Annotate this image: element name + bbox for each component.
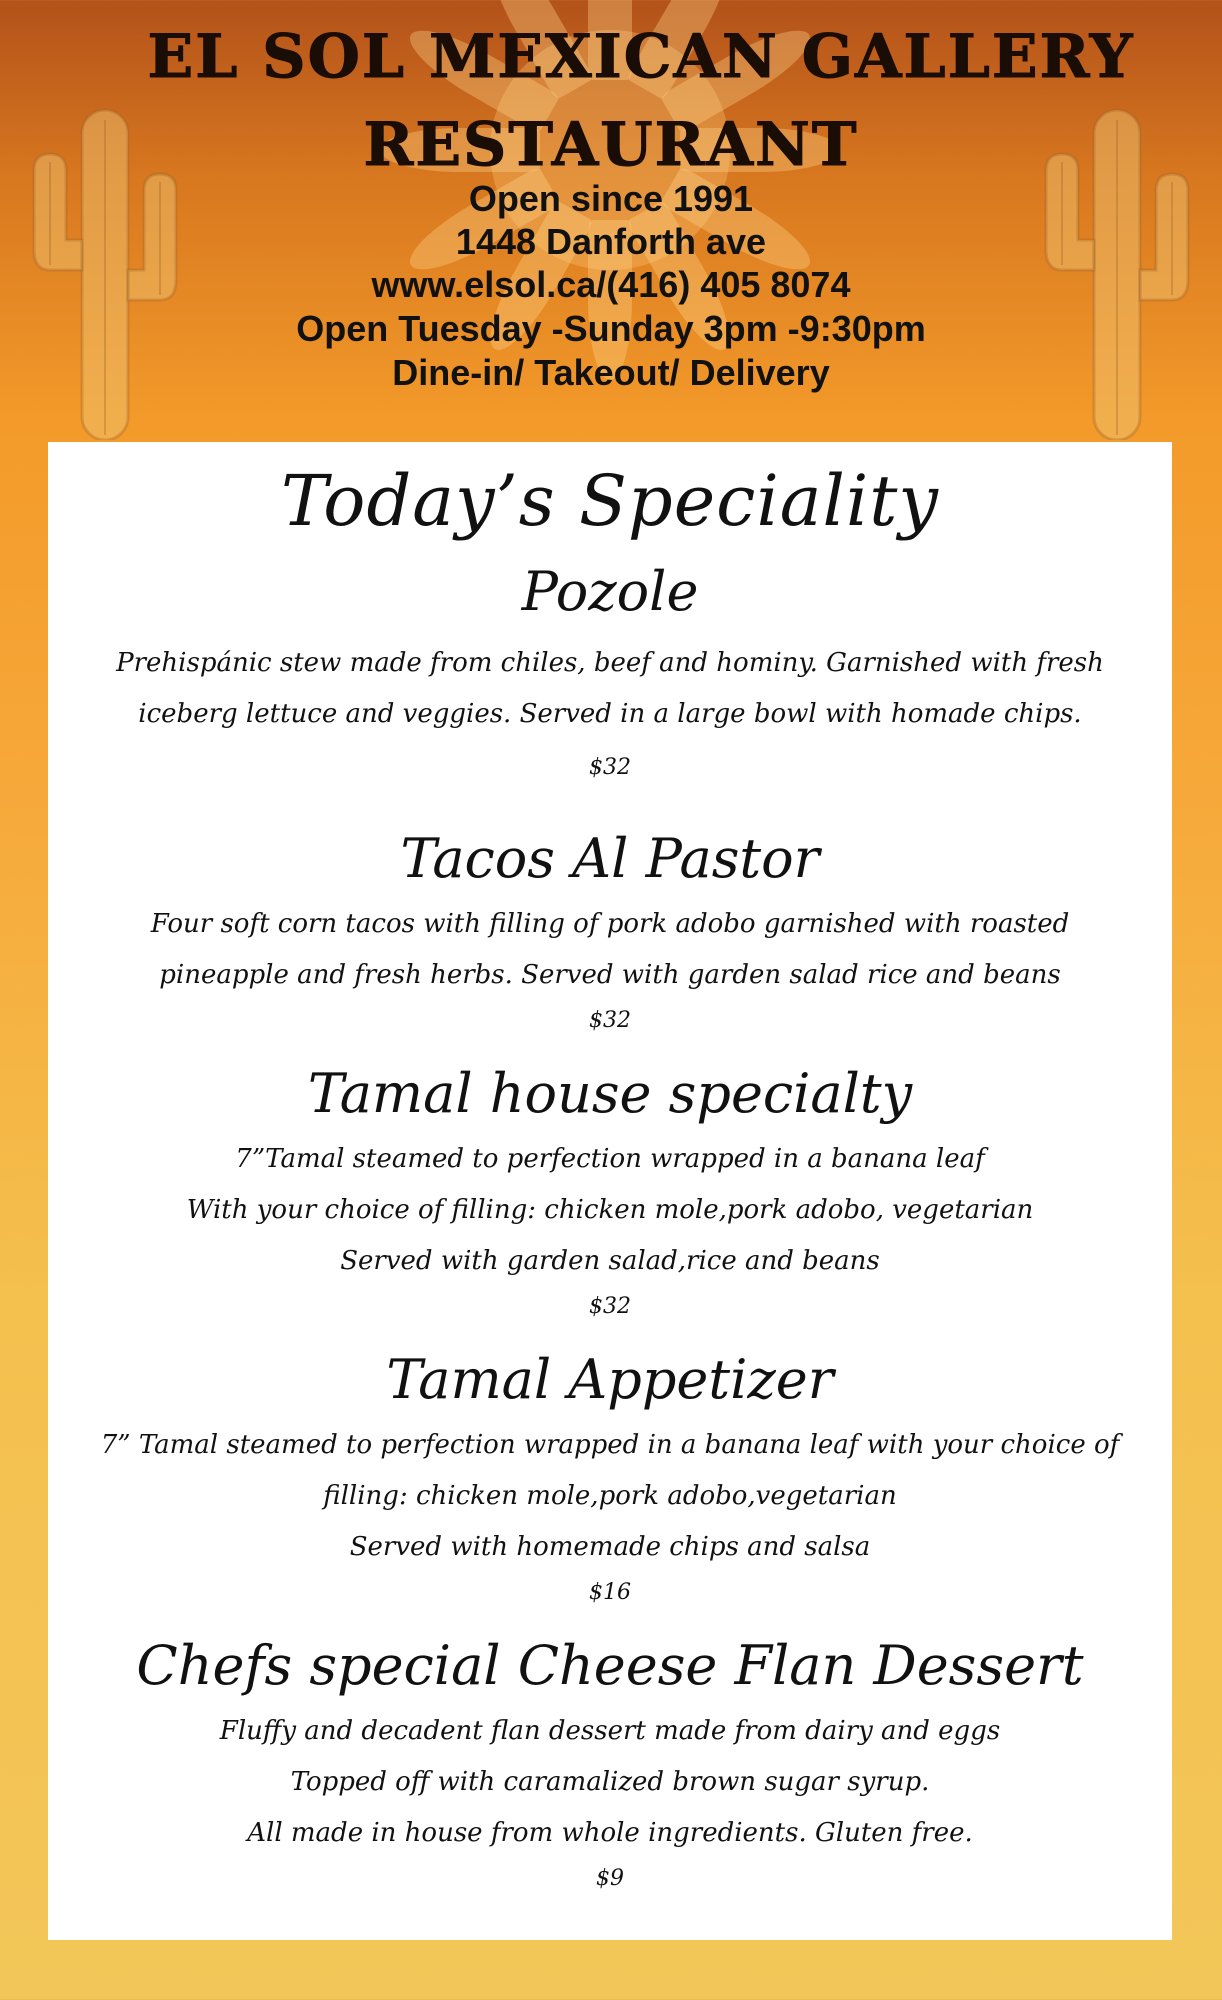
menu-item-description: With your choice of filling: chicken mole,pork adobo, vegetarian [186,1195,1034,1225]
menu-item [48,1062,1172,1327]
open-since: Open since 1991 [468,178,754,219]
menu-item-description: Fluffy and decadent flan dessert made from dairy and eggs [219,1716,1001,1746]
menu-item-description: pineapple and fresh herbs. Served with garden salad rice and beans [159,960,1061,990]
menu-item-price: $32 [589,755,631,780]
menu-item-name: Tacos Al Pastor [400,827,820,890]
menu-item-name: Chefs special Cheese Flan Dessert [136,1634,1084,1697]
website-phone: www.elsol.ca/(416) 405 8074 [371,264,851,305]
menu-item-description: Served with garden salad,rice and beans [340,1246,880,1276]
menu-item-name: Tamal Appetizer [386,1348,834,1411]
menu-item-description: Four soft corn tacos with filling of pork adobo garnished with roasted [150,909,1070,939]
address: 1448 Danforth ave [455,221,767,262]
menu-item [48,1634,1172,1899]
menu-item-description: Served with homemade chips and salsa [349,1532,871,1562]
restaurant-name: EL SOL MEXICAN GALLERY [147,22,1135,92]
menu-item-description: 7”Tamal steamed to perfection wrapped in a banana leaf [235,1144,985,1174]
menu-item-description: All made in house from whole ingredients. Gluten free. [247,1818,973,1848]
opening-hours: Open Tuesday -Sunday 3pm -9:30pm [296,308,926,349]
menu-item-price: $9 [596,1866,624,1891]
service-options: Dine-in/ Takeout/ Delivery [392,352,830,393]
specials-panel [48,442,1172,1940]
menu-item-description: 7” Tamal steamed to perfection wrapped in a banana leaf with your choice of [100,1430,1120,1460]
restaurant-name-line2: RESTAURANT [363,110,859,180]
menu-item-price: $16 [589,1580,631,1605]
menu-item [48,1348,1172,1613]
menu-item-description: iceberg lettuce and veggies. Served in a large bowl with homade chips. [138,699,1082,729]
menu-item-description: Prehispánic stew made from chiles, beef and hominy. Garnished with fresh [116,648,1104,678]
specials-heading: Today’s Speciality [281,460,939,542]
menu-item [48,827,1172,1041]
menu-item-name: Pozole [521,560,699,623]
menu-item-price: $32 [589,1008,631,1033]
menu-item-description: Topped off with caramalized brown sugar syrup. [290,1767,930,1797]
menu-item-price: $32 [589,1294,631,1319]
menu-item [48,560,1172,788]
menu-item-name: Tamal house specialty [307,1062,913,1125]
menu-item-description: filling: chicken mole,pork adobo,vegetarian [323,1481,897,1511]
